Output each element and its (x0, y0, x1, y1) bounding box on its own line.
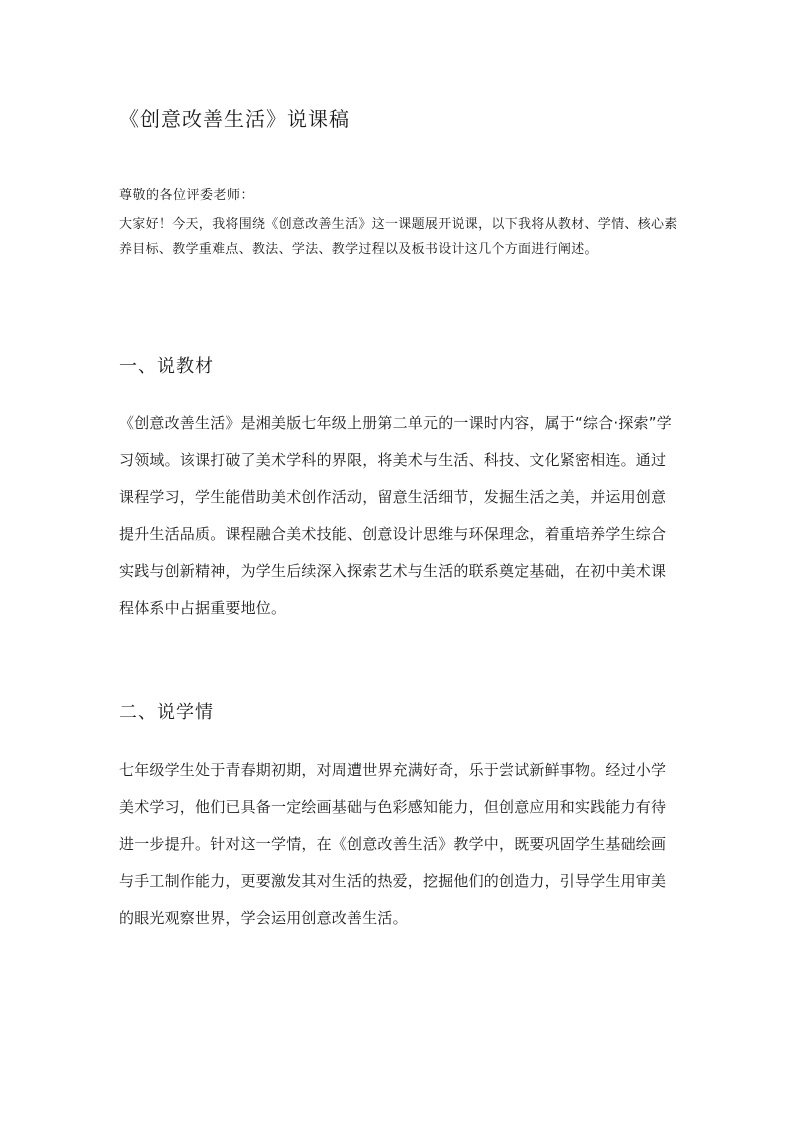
section-paragraph-textbook: 《创意改善生活》是湘美版七年级上册第二单元的一课时内容，属于“综合·探索”学习领域。该课打破了美术学科的界限，将美术与生活、科技、文化紧密相连。通过课程学习，学生能借助美术创作活动，留意生活细节，发掘生活之美，并运用创意提升生活品质。课程融合美术技能、创意设计思维与环保理念，着重培养学生综合实践与创新精神，为学生后续深入探索艺术与生活的联系奠定基础，在初中美术课程体系中占据重要地位。 (119, 414, 672, 617)
section-heading-students: 二、说学情 (119, 702, 214, 723)
salutation: 尊敬的各位评委老师： (119, 188, 255, 203)
section-paragraph-students: 七年级学生处于青春期初期，对周遭世界充满好奇，乐于尝试新鲜事物。经过小学美术学习，他们已具备一定绘画基础与色彩感知能力，但创意应用和实践能力有待进一步提升。针对这一学情，在《创意改善生活》教学中，既要巩固学生基础绘画与手工制作能力，更要激发其对生活的热爱，挖掘他们的创造力，引导学生用审美的眼光观察世界，学会运用创意改善生活。 (119, 761, 667, 927)
document-title: 《创意改善生活》说课稿 (119, 107, 350, 131)
section-heading-textbook: 一、说教材 (119, 356, 214, 377)
intro-paragraph: 大家好！今天，我将围绕《创意改善生活》这一课题展开说课，以下我将从教材、学情、核心素养目标、教学重难点、教法、学法、教学过程以及板书设计这几个方面进行阐述。 (119, 217, 678, 257)
